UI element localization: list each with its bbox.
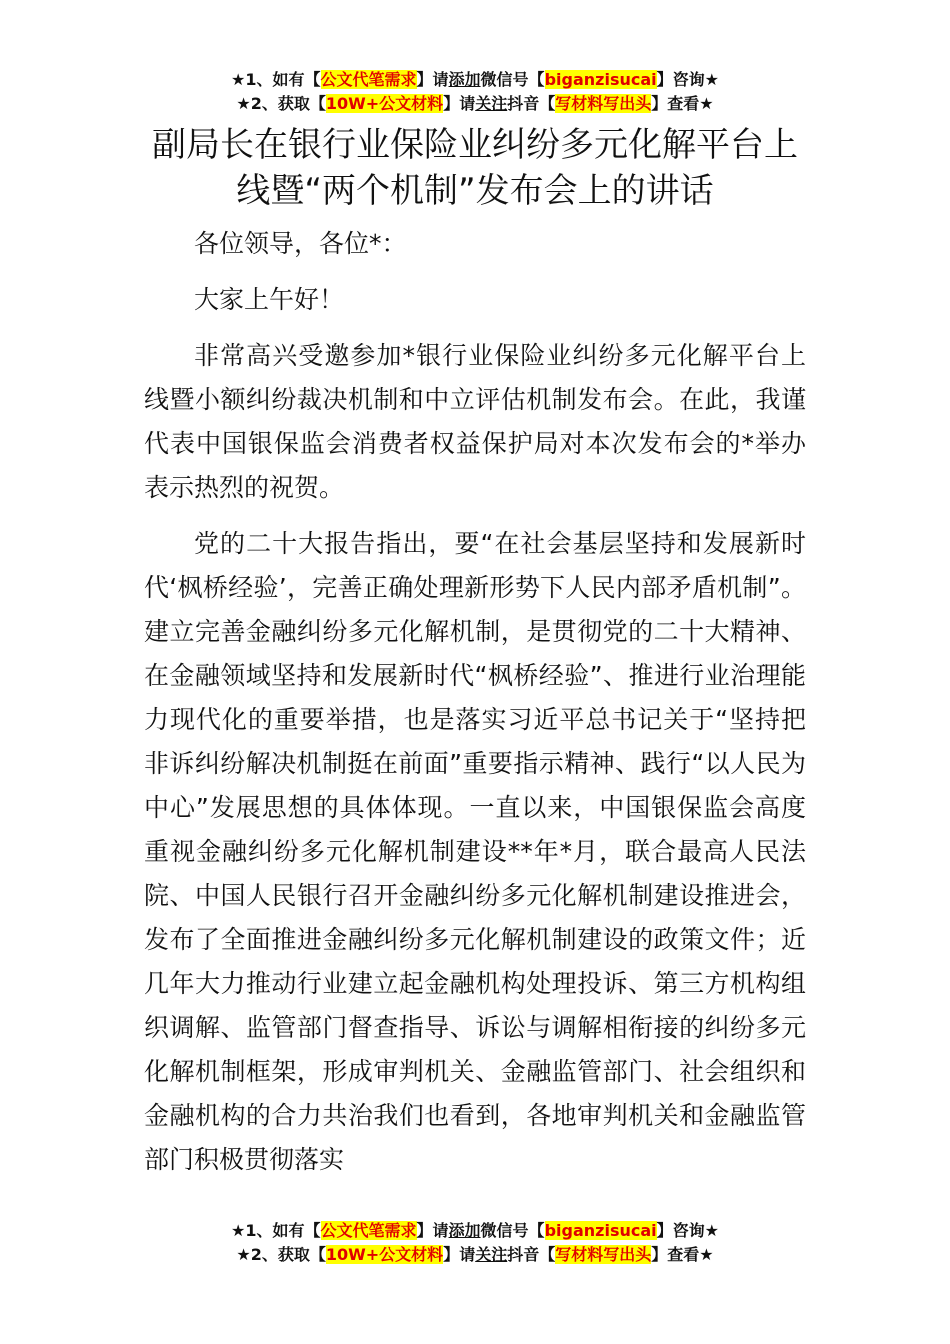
promo-text: 】查看★: [651, 94, 714, 113]
promo-highlight: 公文代笔需求: [320, 70, 417, 89]
promo-text: 】咨询★: [656, 70, 719, 89]
promo-highlight: 10W+公文材料: [325, 1245, 444, 1264]
promo-highlight: 写材料写出头: [555, 94, 652, 113]
title-line-2: 线暨“两个机制”发布会上的讲话: [236, 171, 714, 211]
paragraph-salutation: 各位领导，各位*：: [194, 229, 407, 258]
paragraph-intro: 非常高兴受邀参加*银行业保险业纠纷多元化解平台上线暨小额纠纷裁决机制和中立评估机制发布会。在此，我谨代表中国银保监会消费者权益保护局对本次发布会的*举办表示热烈的祝贺。: [144, 341, 806, 502]
promo-text: 】查看★: [651, 1245, 714, 1264]
promo-highlight: biganzisucai: [544, 70, 657, 89]
promo-highlight: 公文代笔需求: [320, 1221, 417, 1240]
paragraph-main: 党的二十大报告指出，要“在社会基层坚持和发展新时代‘枫桥经验’，完善正确处理新形势下人民内部矛盾机制”。建立完善金融纠纷多元化解机制，是贯彻党的二十大精神、在金融领域坚持和发展新时代“枫桥经验”、推进行业治理能力现代化的重要举措，也是落实习近平总书记关于“坚持把非诉纠纷解决机制挺在前面”重要指示精神、践行“以人民为中心”发展思想的具体体现。一直以来，中国银保监会高度重视金融纠纷多元化解机制建设**年*月，联合最高人民法院、中国人民银行召开金融纠纷多元化解机制建设推进会，发布了全面推进金融纠纷多元化解机制建设的政策文件；近几年大力推动行业建立起金融机构处理投诉、第三方机构组织调解、监管部门督查指导、诉讼与调解相衔接的纠纷多元化解机制框架，形成审判机关、金融监管部门、社会组织和金融机构的合力共治我们也看到，各地审判机关和金融监管部门积极贯彻落实: [144, 529, 806, 1174]
document-body: [144, 222, 806, 1194]
promo-underline: 关注: [475, 94, 508, 113]
promo-line-1: [0, 1219, 950, 1243]
promo-text: 】请: [416, 1221, 449, 1240]
promo-line-2: [0, 1243, 950, 1267]
promo-line-2: [0, 92, 950, 116]
promo-underline: 添加: [448, 70, 481, 89]
promo-text: 微信号【: [480, 1221, 545, 1240]
promo-text: 】咨询★: [656, 1221, 719, 1240]
promo-banner-top: [0, 68, 950, 116]
promo-text: ★2、获取【: [236, 94, 326, 113]
promo-text: 】请: [416, 70, 449, 89]
promo-text: 抖音【: [507, 94, 556, 113]
paragraph-greeting: 大家上午好！: [194, 285, 345, 314]
promo-highlight: 写材料写出头: [555, 1245, 652, 1264]
promo-banner-bottom: [0, 1219, 950, 1267]
promo-text: 微信号【: [480, 70, 545, 89]
promo-line-1: [0, 68, 950, 92]
promo-highlight: biganzisucai: [544, 1221, 657, 1240]
promo-text: ★1、如有【: [231, 70, 321, 89]
promo-text: ★1、如有【: [231, 1221, 321, 1240]
promo-highlight: 10W+公文材料: [325, 94, 444, 113]
document-title: [100, 122, 850, 214]
title-line-1: 副局长在银行业保险业纠纷多元化解平台上: [152, 125, 798, 165]
promo-text: 】请: [443, 94, 476, 113]
promo-text: 】请: [443, 1245, 476, 1264]
promo-text: ★2、获取【: [236, 1245, 326, 1264]
promo-underline: 添加: [448, 1221, 481, 1240]
promo-underline: 关注: [475, 1245, 508, 1264]
promo-text: 抖音【: [507, 1245, 556, 1264]
